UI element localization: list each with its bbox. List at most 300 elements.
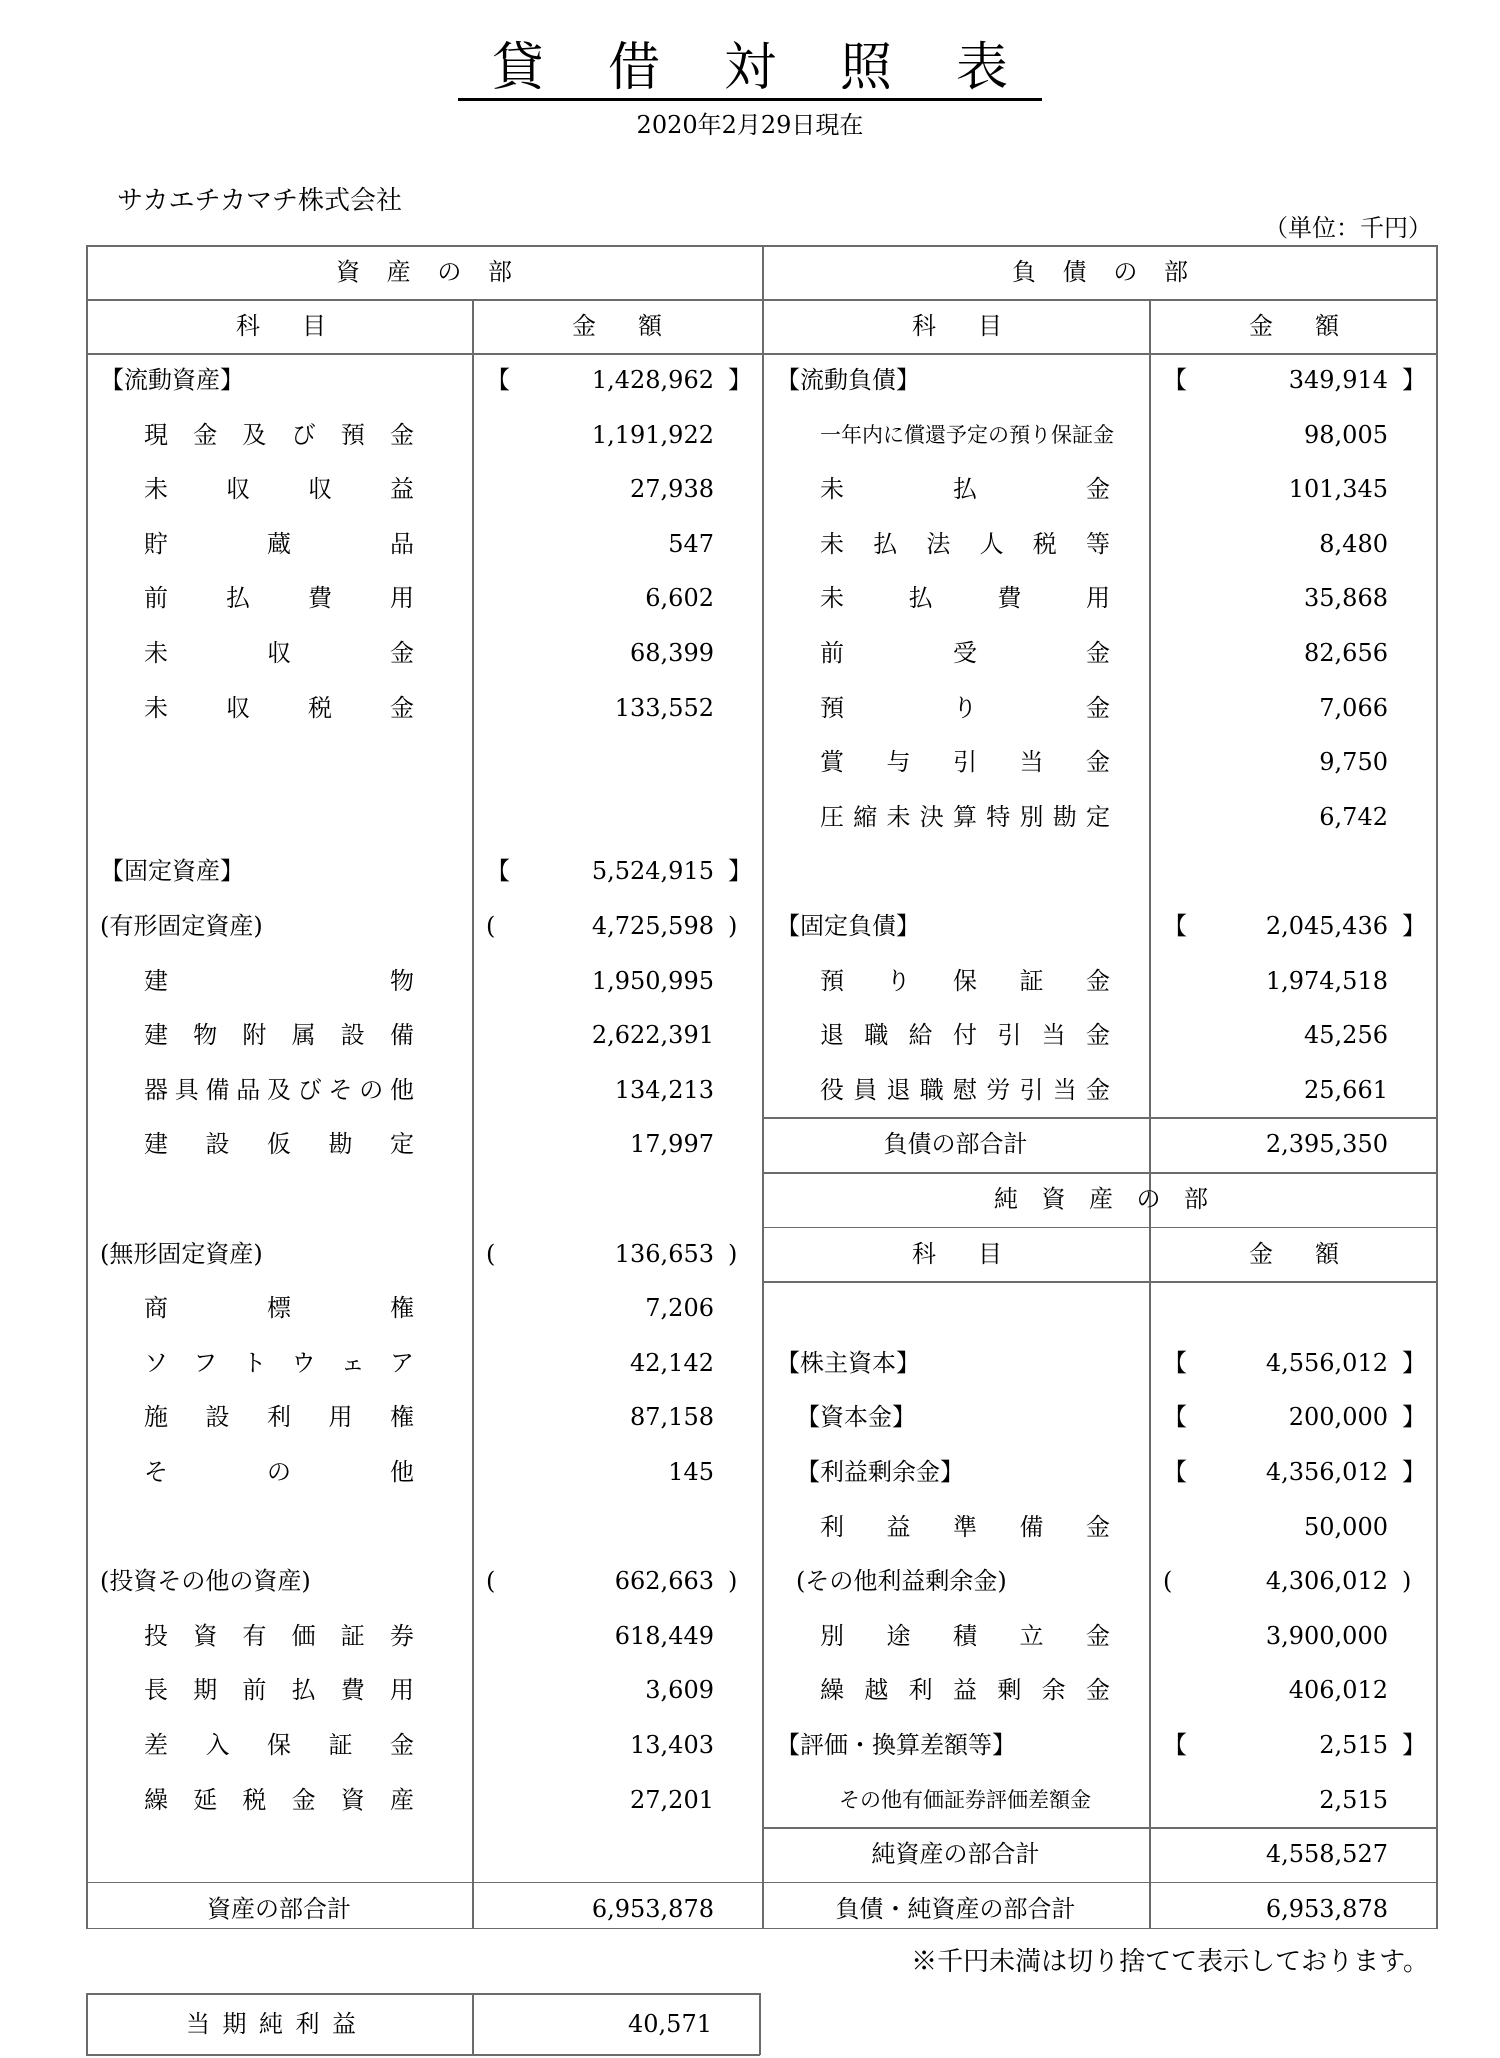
label-char: 金: [1086, 639, 1110, 667]
item-label: 【資本金】: [796, 1403, 916, 1432]
amount-value: 98,005: [1304, 420, 1388, 449]
amount-value: 547: [668, 529, 714, 558]
label-char: フ: [193, 1348, 218, 1377]
title-char: 対: [723, 38, 776, 98]
item-label: (投資その他の資産): [100, 1567, 311, 1596]
label-char: ア: [389, 1348, 414, 1377]
label-char: 決: [919, 802, 944, 831]
label-char: び: [291, 420, 316, 449]
label-char: 引: [953, 748, 977, 777]
amount-value: 9,750: [1319, 748, 1388, 777]
label-char: 退: [886, 1075, 911, 1104]
net-income-rule: [759, 1993, 761, 2055]
item-label: [144, 1773, 414, 1827]
item-label: [144, 571, 414, 625]
amount-bracket-close: ): [728, 1567, 738, 1596]
label-char: 引: [997, 1021, 1022, 1050]
liabilities-total-amount: 2,395,350: [1265, 1130, 1388, 1159]
label-char: 商: [144, 1294, 168, 1323]
label-char: 証: [1019, 966, 1044, 995]
label-char: 慰: [953, 1075, 977, 1104]
item-label: [144, 1390, 414, 1444]
item-label: [820, 735, 1110, 789]
amount-value: 42,142: [630, 1348, 714, 1377]
assets-total-amount: 6,953,878: [591, 1894, 714, 1923]
label-char: の: [437, 258, 462, 286]
amount-bracket-open: 【: [1163, 1458, 1187, 1486]
label-char: 金: [1085, 1021, 1110, 1050]
item-label: [820, 1008, 1110, 1062]
label-char: 預: [820, 966, 844, 995]
table-bottom-rule: [86, 1928, 1436, 1930]
label-char: 法: [926, 529, 951, 558]
amount-bracket-close: 】: [728, 857, 752, 886]
amount-value: 82,656: [1304, 639, 1388, 667]
label-char: 益: [390, 475, 414, 504]
label-char: 人: [979, 529, 1004, 558]
label-char: 資: [336, 258, 360, 286]
item-column-header: [912, 299, 1002, 353]
label-char: 設: [340, 1021, 365, 1050]
label-char: 備: [205, 1075, 230, 1104]
label-char: 準: [953, 1512, 977, 1541]
label-char: 部: [1184, 1185, 1208, 1213]
center-divider: [762, 245, 764, 1929]
label-char: 科: [912, 312, 936, 340]
label-char: 払: [908, 584, 933, 613]
label-char: ウ: [291, 1348, 316, 1377]
label-char: 退: [820, 1021, 844, 1050]
assets-total-label: 資産の部合計: [207, 1894, 351, 1923]
net-assets-section-header: [994, 1172, 1208, 1226]
amount-bracket-close: 】: [1402, 1458, 1426, 1486]
label-char: 科: [912, 1239, 936, 1268]
label-char: 金: [572, 312, 596, 340]
label-char: 金: [1086, 1512, 1110, 1541]
label-char: 蔵: [267, 529, 291, 558]
label-char: 及: [242, 420, 267, 449]
amount-value: 2,045,436: [1265, 912, 1388, 940]
label-char: 産: [1089, 1185, 1113, 1213]
net-income-amount: 40,571: [628, 2010, 712, 2038]
net-assets-body-rule: [762, 1281, 1436, 1283]
item-label: [820, 1063, 1110, 1117]
amount-value: 6,602: [645, 584, 714, 613]
item-label: [144, 517, 414, 571]
item-label: [820, 790, 1110, 844]
amount-value: 4,725,598: [591, 912, 714, 940]
label-char: 給: [908, 1021, 933, 1050]
label-char: 算: [953, 802, 977, 831]
label-char: 金: [1086, 748, 1110, 777]
label-char: 未: [820, 584, 844, 613]
amount-bracket-open: (: [486, 1239, 496, 1268]
label-char: 受: [953, 639, 977, 667]
label-char: 入: [205, 1731, 230, 1759]
item-label: [144, 462, 414, 516]
amount-value: 4,556,012: [1265, 1348, 1388, 1377]
label-char: 備: [389, 1021, 414, 1050]
assets-section-header: [336, 245, 512, 299]
label-char: 科: [236, 312, 260, 340]
amount-value: 1,974,518: [1265, 966, 1388, 995]
amount-value: 1,428,962: [591, 366, 714, 394]
net-income-box: [86, 1993, 760, 2055]
label-char: 期: [193, 1676, 218, 1705]
label-char: 産: [389, 1785, 414, 1814]
label-char: 前: [820, 639, 844, 667]
amount-value: 17,997: [630, 1130, 714, 1159]
label-char: そ: [144, 1458, 168, 1486]
label-char: 金: [291, 1785, 316, 1814]
company-name: サカエチカマチ株式会社: [117, 186, 402, 216]
label-char: 未: [820, 529, 844, 558]
amount-value: 25,661: [1304, 1075, 1388, 1104]
label-char: り: [886, 966, 911, 995]
label-char: 利: [295, 2010, 320, 2038]
amount-value: 618,449: [614, 1621, 714, 1650]
amount-bracket-open: (: [486, 912, 496, 940]
label-char: 標: [267, 1294, 291, 1323]
item-label: 一年内に償還予定の預り保証金: [820, 422, 1114, 447]
item-label: [144, 1008, 414, 1062]
label-char: 証: [340, 1621, 365, 1650]
label-char: 税: [1032, 529, 1057, 558]
label-char: 費: [308, 584, 332, 613]
label-char: 有: [242, 1621, 267, 1650]
item-label: 【流動負債】: [776, 366, 920, 394]
amount-value: 8,480: [1319, 529, 1388, 558]
item-label: [820, 1609, 1110, 1663]
label-char: 定: [1086, 802, 1110, 831]
label-char: 未: [820, 475, 844, 504]
label-char: 未: [144, 639, 168, 667]
table-top-rule: [86, 245, 1436, 247]
label-char: 金: [1249, 312, 1273, 340]
amount-value: 1,191,922: [591, 420, 714, 449]
left-border: [86, 245, 88, 1929]
label-char: 差: [144, 1731, 168, 1759]
label-char: 資: [193, 1621, 218, 1650]
label-char: 目: [302, 312, 326, 340]
amount-bracket-open: (: [486, 1567, 496, 1596]
label-char: 目: [978, 312, 1002, 340]
net-assets-total-label: 純資産の部合計: [871, 1840, 1040, 1869]
title-char: 貸: [491, 38, 544, 98]
label-char: 権: [390, 1294, 414, 1323]
label-char: 備: [1019, 1512, 1044, 1541]
amount-value: 68,399: [630, 639, 714, 667]
amount-bracket-close: 】: [1402, 1731, 1426, 1759]
as-of-date: 2020年2月29日現在: [636, 111, 864, 139]
item-label: (有形固定資産): [100, 912, 263, 940]
item-label: その他有価証券評価差額金: [839, 1787, 1091, 1812]
rounding-note: ※千円未満は切り捨てて表示しております。: [911, 1947, 1429, 1977]
amount-value: 7,206: [645, 1294, 714, 1323]
amount-column-header: [1249, 1227, 1339, 1281]
label-char: 当: [1019, 748, 1044, 777]
net-income-rule: [86, 2054, 760, 2056]
title-char: 借: [607, 38, 660, 98]
amount-value: 349,914: [1288, 366, 1388, 394]
label-char: 積: [953, 1621, 977, 1650]
label-char: 用: [390, 584, 414, 613]
label-char: 預: [820, 693, 844, 722]
amount-value: 4,306,012: [1265, 1567, 1388, 1596]
item-label: (その他利益剰余金): [796, 1567, 1007, 1596]
title-underline: [458, 38, 1042, 101]
item-label: [144, 408, 414, 462]
label-char: 利: [908, 1676, 933, 1705]
amount-value: 50,000: [1304, 1512, 1388, 1541]
label-char: 資: [1041, 1185, 1066, 1213]
item-label: [820, 1663, 1110, 1717]
label-char: 附: [242, 1021, 267, 1050]
label-char: 物: [390, 966, 414, 995]
label-char: 引: [1019, 1075, 1044, 1104]
item-label: [820, 517, 1110, 571]
label-char: 額: [1315, 312, 1339, 340]
label-char: 賞: [820, 748, 844, 777]
grand-total-label: 負債・純資産の部合計: [835, 1894, 1076, 1923]
label-char: ト: [242, 1348, 267, 1377]
amount-bracket-open: 【: [486, 366, 510, 394]
label-char: の: [359, 1075, 384, 1104]
amount-value: 87,158: [630, 1403, 714, 1432]
amount-bracket-open: 【: [1163, 912, 1187, 940]
label-char: 別: [1019, 802, 1044, 831]
label-char: 他: [390, 1458, 414, 1486]
amount-bracket-open: (: [1163, 1567, 1173, 1596]
item-column-header: [912, 1227, 1002, 1281]
item-label: [144, 1718, 414, 1772]
label-char: 払: [873, 529, 898, 558]
amount-value: 7,066: [1319, 693, 1388, 722]
item-label: [144, 681, 414, 735]
net-income-label: [186, 1997, 356, 2051]
item-label: 【固定負債】: [776, 912, 920, 940]
label-char: 部: [1163, 258, 1188, 286]
label-char: 前: [144, 584, 168, 613]
label-char: 益: [952, 1676, 977, 1705]
label-char: 未: [144, 693, 168, 722]
label-char: 目: [978, 1239, 1002, 1268]
label-char: 金: [1086, 475, 1110, 504]
amount-value: 134,213: [614, 1075, 714, 1104]
amount-value: 6,742: [1319, 802, 1388, 831]
label-char: 純: [994, 1185, 1018, 1213]
title-char: 照: [840, 38, 893, 98]
amount-bracket-close: 】: [1402, 912, 1426, 940]
label-char: 保: [953, 966, 977, 995]
document-title: [0, 38, 1500, 101]
label-char: 金: [389, 420, 414, 449]
label-char: 金: [1086, 693, 1110, 722]
label-char: 利: [820, 1512, 844, 1541]
label-char: 建: [144, 1130, 168, 1159]
amount-value: 1,950,995: [591, 966, 714, 995]
label-char: 証: [328, 1731, 353, 1759]
label-char: 金: [1086, 1075, 1110, 1104]
label-char: 保: [267, 1731, 291, 1759]
amount-value: 35,868: [1304, 584, 1388, 613]
item-label: [144, 1063, 414, 1117]
label-char: 部: [487, 258, 512, 286]
item-column-header: [236, 299, 326, 353]
amount-bracket-close: 】: [1402, 366, 1426, 394]
label-char: 費: [997, 584, 1022, 613]
label-char: 繰: [144, 1785, 168, 1814]
label-char: 他: [390, 1075, 414, 1104]
label-char: 立: [1019, 1621, 1044, 1650]
amount-bracket-close: 】: [1402, 1403, 1426, 1432]
label-char: 及: [267, 1075, 291, 1104]
label-char: 等: [1085, 529, 1110, 558]
label-char: 越: [864, 1676, 889, 1705]
label-char: 役: [820, 1075, 844, 1104]
grand-total-amount: 6,953,878: [1265, 1894, 1388, 1923]
label-char: 期: [222, 2010, 247, 2038]
item-label: 【流動資産】: [100, 366, 244, 394]
amount-value: 200,000: [1288, 1403, 1388, 1432]
label-char: 建: [144, 966, 168, 995]
label-char: 縮: [853, 802, 878, 831]
item-label: [820, 954, 1110, 1008]
label-char: 別: [820, 1621, 844, 1650]
label-char: 建: [144, 1021, 168, 1050]
amount-bracket-close: 】: [1402, 1348, 1426, 1377]
amount-value: 2,622,391: [591, 1021, 714, 1050]
label-char: の: [1113, 258, 1138, 286]
label-char: 未: [886, 802, 911, 831]
label-char: 利: [267, 1403, 291, 1432]
label-char: 券: [389, 1621, 414, 1650]
label-char: 繰: [820, 1676, 844, 1705]
label-char: 債: [1062, 258, 1087, 286]
amount-value: 5,524,915: [591, 857, 714, 886]
label-char: 圧: [820, 802, 844, 831]
label-char: 職: [919, 1075, 944, 1104]
label-char: 付: [952, 1021, 977, 1050]
amount-column-header: [1249, 299, 1339, 353]
label-char: 勘: [328, 1130, 353, 1159]
label-char: 払: [953, 475, 977, 504]
label-char: 用: [328, 1403, 353, 1432]
label-char: 前: [242, 1676, 267, 1705]
label-char: 器: [144, 1075, 168, 1104]
label-char: び: [297, 1075, 322, 1104]
liabilities-section-header: [1012, 245, 1188, 299]
item-label: [820, 571, 1110, 625]
label-char: 払: [291, 1676, 316, 1705]
label-char: 長: [144, 1676, 168, 1705]
label-char: 貯: [144, 529, 168, 558]
label-char: 物: [193, 1021, 218, 1050]
amount-value: 2,515: [1319, 1731, 1388, 1759]
label-char: 金: [1085, 1676, 1110, 1705]
item-label: [820, 626, 1110, 680]
amount-bracket-open: 【: [486, 857, 510, 886]
item-label: 【利益剰余金】: [796, 1458, 964, 1486]
amount-bracket-open: 【: [1163, 1731, 1187, 1759]
amount-bracket-close: ): [1402, 1567, 1412, 1596]
amount-value: 4,356,012: [1265, 1458, 1388, 1486]
amount-value: 662,663: [614, 1567, 714, 1596]
label-char: 設: [205, 1130, 230, 1159]
label-char: 純: [259, 2010, 283, 2038]
label-char: 用: [389, 1676, 414, 1705]
label-char: 当: [186, 2010, 210, 2038]
label-char: ェ: [340, 1348, 365, 1377]
label-char: 金: [193, 420, 218, 449]
label-char: 価: [291, 1621, 316, 1650]
label-char: 定: [390, 1130, 414, 1159]
label-char: 特: [986, 802, 1011, 831]
label-char: 余: [1041, 1676, 1066, 1705]
amount-bracket-open: 【: [1163, 366, 1187, 394]
label-char: 産: [386, 258, 411, 286]
item-label: 【株主資本】: [776, 1348, 920, 1377]
item-label: [820, 681, 1110, 735]
amount-value: 101,345: [1288, 475, 1388, 504]
amount-value: 145: [668, 1458, 714, 1486]
right-border: [1436, 245, 1438, 1929]
label-char: 金: [390, 1731, 414, 1759]
label-char: 用: [1085, 584, 1110, 613]
amount-value: 406,012: [1288, 1676, 1388, 1705]
item-label: [144, 1117, 414, 1171]
amount-value: 27,201: [630, 1785, 714, 1814]
amount-bracket-open: 【: [1163, 1403, 1187, 1432]
unit-label: （単位：千円）: [1264, 214, 1432, 242]
label-char: 資: [340, 1785, 365, 1814]
label-char: 権: [390, 1403, 414, 1432]
amount-value: 3,900,000: [1265, 1621, 1388, 1650]
label-char: 施: [144, 1403, 168, 1432]
amount-value: 13,403: [630, 1731, 714, 1759]
label-char: 収: [226, 693, 250, 722]
label-char: 益: [886, 1512, 911, 1541]
amount-value: 136,653: [614, 1239, 714, 1268]
label-char: 品: [390, 529, 414, 558]
item-label: [144, 1663, 414, 1717]
label-char: 延: [193, 1785, 218, 1814]
label-char: 設: [205, 1403, 230, 1432]
label-char: 払: [226, 584, 250, 613]
amount-bracket-close: ): [728, 912, 738, 940]
label-char: 収: [226, 475, 250, 504]
label-char: 税: [308, 693, 332, 722]
label-char: 税: [242, 1785, 267, 1814]
amount-value: 45,256: [1304, 1021, 1388, 1050]
label-char: 金: [1249, 1239, 1273, 1268]
label-char: 当: [1052, 1075, 1077, 1104]
amount-value: 133,552: [614, 693, 714, 722]
label-char: 額: [638, 312, 662, 340]
label-char: 金: [1086, 1621, 1110, 1650]
label-char: 益: [332, 2010, 356, 2038]
label-char: 現: [144, 420, 168, 449]
label-char: 当: [1041, 1021, 1066, 1050]
amount-column-header: [572, 299, 662, 353]
label-char: 収: [267, 639, 291, 667]
item-label: [820, 462, 1110, 516]
label-char: 職: [864, 1021, 889, 1050]
amount-value: 3,609: [645, 1676, 714, 1705]
label-char: 具: [174, 1075, 199, 1104]
label-char: 収: [308, 475, 332, 504]
item-label: [144, 1281, 414, 1335]
